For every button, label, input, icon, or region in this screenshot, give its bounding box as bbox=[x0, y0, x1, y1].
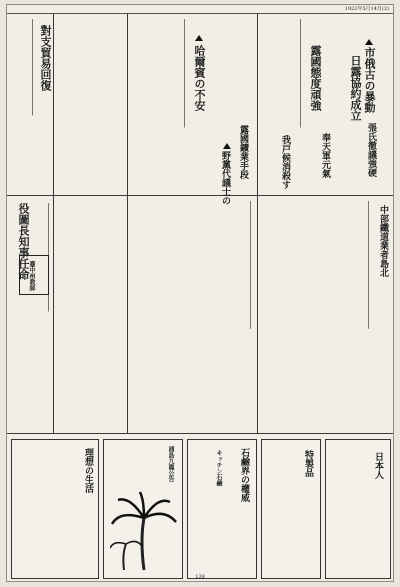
ad-subtitle: キッチン石鹼 bbox=[215, 450, 222, 486]
headline-russia: 露國態度頑強 bbox=[309, 45, 322, 111]
triangle-marker-icon bbox=[365, 39, 373, 45]
ad-block bbox=[103, 439, 183, 579]
article-text: ━━━━━━━━━━━━━━━━━━━━━━━━━━━━━━━━━━━━━━━━━━━━━ bbox=[46, 203, 51, 312]
ad-title: 日本人 bbox=[373, 452, 383, 479]
page-number: 138 bbox=[195, 574, 205, 580]
article-text: ━━━━━━━━━━━━━━━━━━━━━━━━━━━━━━━━━━━━━━━━━━━━━ bbox=[298, 19, 303, 128]
ad-title: 石鹼界の權威 bbox=[239, 448, 249, 502]
headline-opposition: 野黨代議士の bbox=[220, 151, 230, 205]
palm-tree-icon bbox=[110, 490, 178, 570]
headline-murder: 我戸候消殺す bbox=[280, 135, 290, 189]
ad-block bbox=[325, 439, 391, 579]
headline-zhang: 張氏徹議強硬 bbox=[366, 123, 376, 177]
article-text: ━━━━━━━━━━━━━━━━━━━━━━━━━━━━━━━━━━━━━━━━━━━━━━━━━━━━━ bbox=[248, 201, 253, 329]
masthead-strip bbox=[7, 5, 393, 14]
headline-fengtian: 奉天軍元氣 bbox=[320, 133, 330, 178]
article-text: ━━━━━━━━━━━━━━━━━━━━━━━━━━━━━━━━━━━━━━━━━━━━━ bbox=[182, 19, 187, 128]
ad-block bbox=[187, 439, 257, 579]
row-rule bbox=[7, 195, 394, 196]
triangle-marker-icon bbox=[223, 143, 231, 149]
ad-block bbox=[261, 439, 321, 579]
triangle-marker-icon bbox=[195, 35, 203, 41]
column-rule bbox=[257, 13, 258, 433]
ad-title: 特製品 bbox=[303, 450, 313, 477]
headline-taichung: 臺中州教師 bbox=[28, 261, 35, 291]
row-rule bbox=[7, 433, 394, 434]
column-rule bbox=[127, 13, 128, 433]
column-rule bbox=[53, 13, 54, 433]
ad-title: 浦島九龍公告 bbox=[167, 446, 174, 482]
headline-chicago: 市俄古の暴動 bbox=[363, 47, 376, 113]
headline-mining: 露國鑛業手段 bbox=[238, 125, 248, 179]
article-text: ━━━━━━━━━━━━━━━━━━━━━━━━━━━━━━━━━━━━━━━━ bbox=[30, 19, 35, 116]
newspaper-page bbox=[6, 4, 394, 582]
article-text: ━━━━━━━━━━━━━━━━━━━━━━━━━━━━━━━━━━━━━━━━━━━━━━━━━━━━━ bbox=[366, 201, 371, 329]
headline-harbin: 哈爾賓の不安 bbox=[193, 45, 206, 111]
headline-appointment: 役圖長知事任命 bbox=[17, 203, 30, 280]
headline-treaty: 日露協約成立 bbox=[349, 55, 362, 121]
date-line: 1922年5月14日(2) bbox=[344, 6, 389, 12]
headline-trade: 對支貿易回復 bbox=[39, 25, 52, 91]
ad-title: 理想の生活 bbox=[83, 448, 93, 493]
ad-block bbox=[11, 439, 99, 579]
headline-railway: 中部鐵道業者島北 bbox=[378, 205, 388, 277]
